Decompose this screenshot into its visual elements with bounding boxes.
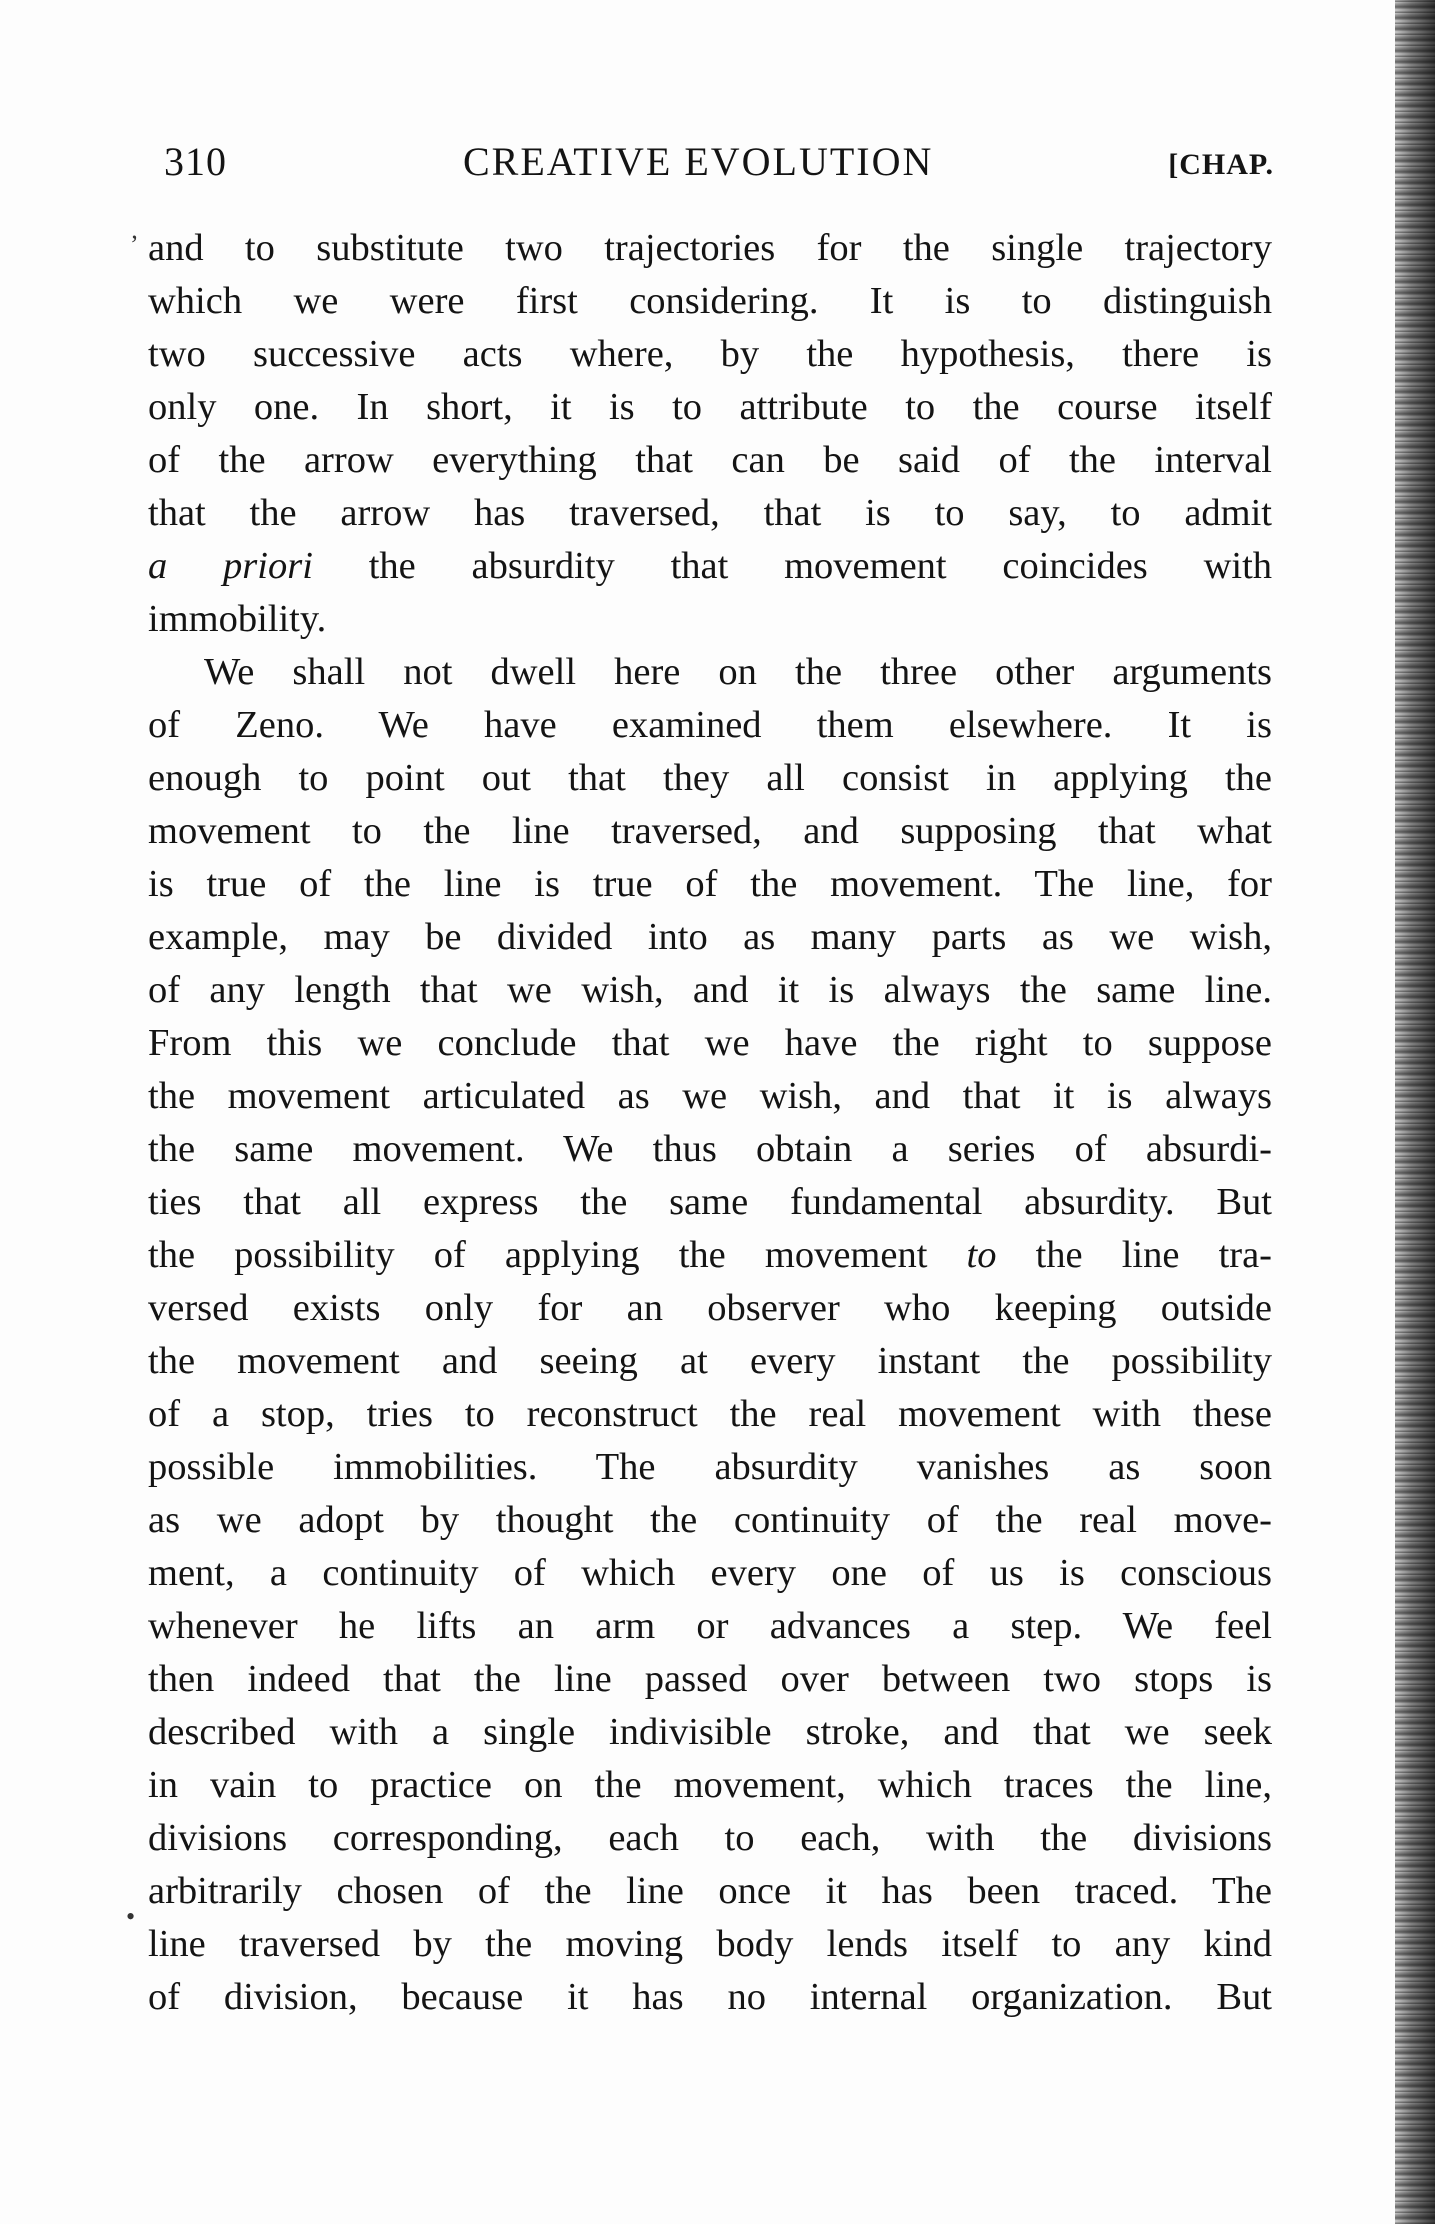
text-line: which we were first considering. It is to distinguish <box>148 280 1272 322</box>
text-line: and to substitute two trajectories for the single trajectory <box>148 227 1272 269</box>
text-line: From this we conclude that we have the right to suppose <box>148 1022 1272 1064</box>
text-line: of division, because it has no internal organization. But <box>148 1976 1272 2018</box>
text-line: of a stop, tries to reconstruct the real movement with these <box>148 1393 1272 1435</box>
text-line: whenever he lifts an arm or advances a step. We feel <box>148 1605 1272 1647</box>
text-line: of Zeno. We have examined them elsewhere. It is <box>148 704 1272 746</box>
text-line: ties that all express the same fundamental absurdity. But <box>148 1181 1272 1223</box>
text-line: described with a single indivisible stroke, and that we seek <box>148 1711 1272 1753</box>
text-line: of any length that we wish, and it is always the same line. <box>148 969 1272 1011</box>
page-number: 310 <box>164 139 227 184</box>
text-line: a priori the absurdity that movement coincides with <box>148 545 1273 587</box>
text-line: two successive acts where, by the hypothesis, there is <box>148 333 1272 375</box>
text-line: ment, a continuity of which every one of us is conscious <box>148 1552 1272 1594</box>
text-line: of the arrow everything that can be said of the interval <box>148 439 1272 481</box>
text-line: the same movement. We thus obtain a series of absurdi- <box>148 1128 1272 1170</box>
text-line: that the arrow has traversed, that is to say, to admit <box>148 492 1272 534</box>
text-line: line traversed by the moving body lends itself to any kind <box>148 1923 1272 1965</box>
text-line: immobility. <box>148 598 327 640</box>
text-line: in vain to practice on the movement, which traces the line, <box>148 1764 1272 1806</box>
text-line: the possibility of applying the movement to the line tra- <box>148 1234 1272 1276</box>
text-line: divisions corresponding, each to each, with the divisions <box>148 1817 1272 1859</box>
text-line: only one. In short, it is to attribute to the course itself <box>148 386 1272 428</box>
text-line: We shall not dwell here on the three other arguments <box>204 651 1272 693</box>
text-line: enough to point out that they all consist in applying the <box>148 757 1272 799</box>
paragraph-1 <box>148 222 1272 646</box>
page-header <box>164 138 1274 188</box>
text-line: example, may be divided into as many parts as we wish, <box>148 916 1272 958</box>
body-text <box>148 222 1272 2024</box>
chapter-label: [CHAP. <box>1168 148 1274 181</box>
running-title: CREATIVE EVOLUTION <box>463 139 934 184</box>
text-line: the movement articulated as we wish, and that it is always <box>148 1075 1272 1117</box>
scanned-page-edge <box>1395 0 1435 2224</box>
paragraph-2 <box>148 646 1272 2024</box>
text-line: arbitrarily chosen of the line once it has been traced. The <box>148 1870 1272 1912</box>
text-line: is true of the line is true of the movement. The line, for <box>148 863 1272 905</box>
margin-mark: • <box>126 1902 136 1931</box>
text-line: versed exists only for an observer who keeping outside <box>148 1287 1272 1329</box>
text-line: as we adopt by thought the continuity of the real move- <box>148 1499 1272 1541</box>
text-line: possible immobilities. The absurdity vanishes as soon <box>148 1446 1272 1488</box>
text-line: movement to the line traversed, and supposing that what <box>148 810 1272 852</box>
text-line: then indeed that the line passed over between two stops is <box>148 1658 1272 1700</box>
text-line: the movement and seeing at every instant the possibility <box>148 1340 1272 1382</box>
margin-mark: ’ <box>130 230 139 259</box>
